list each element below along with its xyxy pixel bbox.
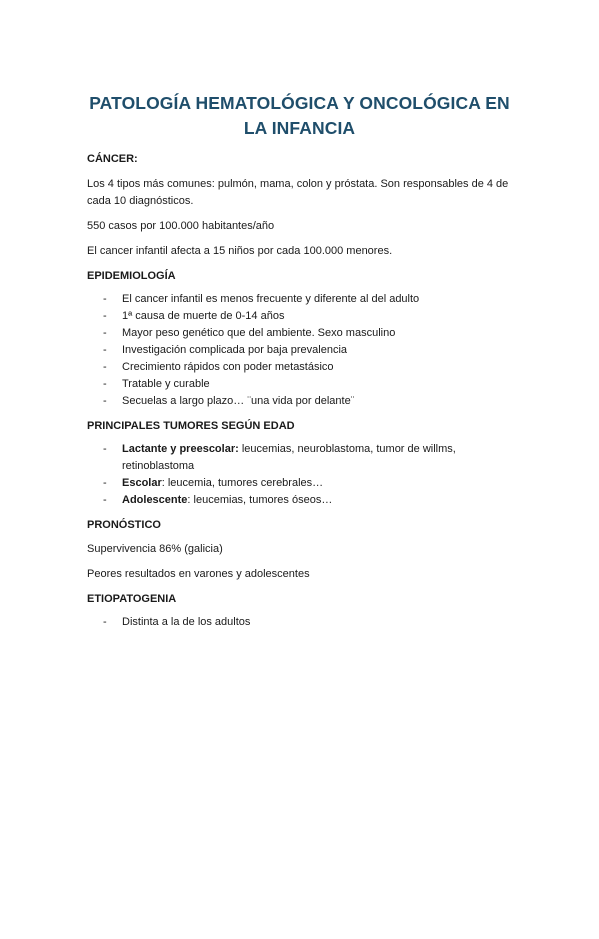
list-item [87, 614, 512, 631]
etiopatogenia-list [87, 614, 512, 631]
bullet-dash: - [103, 293, 107, 305]
paragraph-cancer-types: Los 4 tipos más comunes: pulmón, mama, colon y próstata. Son responsables de 4 de cada 10 diagnósticos. [87, 178, 509, 207]
list-item-text: leucemias, neuroblastoma, tumor de willms, retinoblastoma [122, 443, 456, 472]
section-heading-cancer: CÁNCER: [87, 153, 138, 165]
list-item-text: Crecimiento rápidos con poder metastásico [122, 361, 334, 373]
list-item [87, 441, 512, 475]
list-item-text: Secuelas a largo plazo… ¨una vida por delante¨ [122, 395, 355, 407]
list-item [87, 342, 512, 359]
list-item-text: Tratable y curable [122, 378, 210, 390]
document-page [0, 91, 599, 939]
list-item-label: Adolescente [122, 494, 188, 506]
paragraph-supervivencia: Supervivencia 86% (galicia) [87, 543, 223, 555]
list-item-text: : leucemias, tumores óseos… [187, 494, 333, 506]
section-heading-etiopatogenia: ETIOPATOGENIA [87, 593, 177, 605]
bullet-dash: - [103, 395, 107, 407]
section-heading-pronostico: PRONÓSTICO [87, 519, 161, 531]
bullet-dash: - [103, 443, 107, 455]
bullet-dash: - [103, 361, 107, 373]
section-heading-tumores: PRINCIPALES TUMORES SEGÚN EDAD [87, 420, 295, 432]
list-item [87, 393, 512, 410]
section-heading-epidemiologia: EPIDEMIOLOGÍA [87, 270, 176, 282]
list-item-text: Distinta a la de los adultos [122, 616, 251, 628]
list-item [87, 359, 512, 376]
list-item [87, 325, 512, 342]
paragraph-cancer-cases: 550 casos por 100.000 habitantes/año [87, 220, 275, 232]
list-item-label: Lactante y preescolar: [122, 443, 239, 455]
bullet-dash: - [103, 344, 107, 356]
bullet-dash: - [103, 327, 107, 339]
bullet-dash: - [103, 310, 107, 322]
bullet-dash: - [103, 477, 107, 489]
list-item-text: El cancer infantil es menos frecuente y diferente al del adulto [122, 293, 420, 305]
list-item [87, 291, 512, 308]
document-title [87, 91, 512, 141]
title-line-1: PATOLOGÍA HEMATOLÓGICA Y ONCOLÓGICA EN [89, 93, 510, 113]
paragraph-cancer-infantil: El cancer infantil afecta a 15 niños por cada 100.000 menores. [87, 245, 393, 257]
list-item-text: 1ª causa de muerte de 0-14 años [122, 310, 285, 322]
bullet-dash: - [103, 494, 107, 506]
list-item [87, 475, 512, 492]
list-item-text: Mayor peso genético que del ambiente. Sexo masculino [122, 327, 396, 339]
epidemiologia-list [87, 291, 512, 410]
list-item [87, 308, 512, 325]
title-line-2: LA INFANCIA [243, 118, 356, 138]
list-item-label: Escolar [122, 477, 162, 489]
bullet-dash: - [103, 378, 107, 390]
list-item-text: : leucemia, tumores cerebrales… [161, 477, 324, 489]
list-item-text: Investigación complicada por baja prevalencia [122, 344, 348, 356]
list-item [87, 492, 512, 509]
bullet-dash: - [103, 616, 107, 628]
paragraph-peores-resultados: Peores resultados en varones y adolescentes [87, 568, 310, 580]
tumores-list [87, 441, 512, 509]
list-item [87, 376, 512, 393]
